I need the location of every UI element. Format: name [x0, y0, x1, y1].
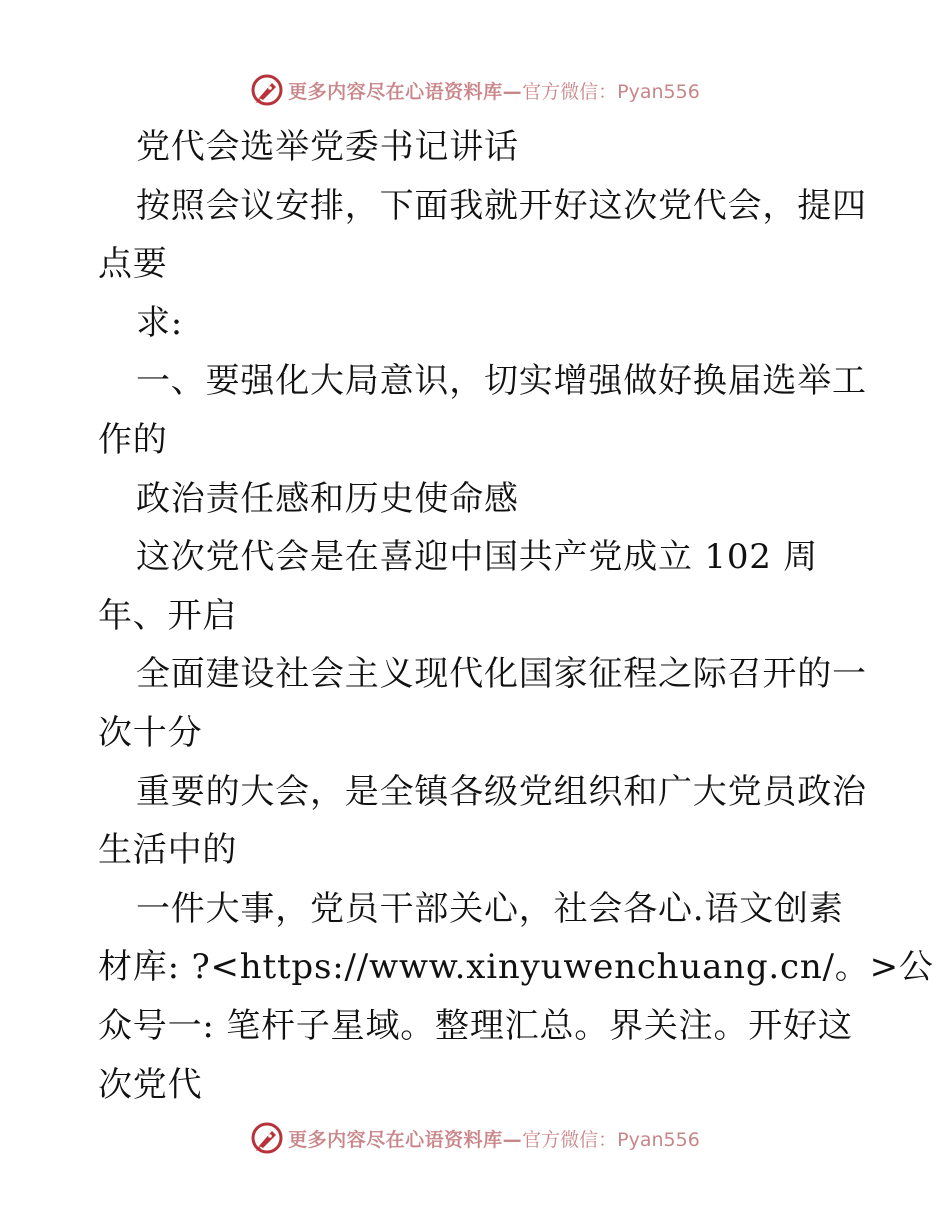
paragraph-line: 求: [136, 302, 184, 343]
paragraph-line: 年、开启 [98, 595, 238, 636]
footer-wechat-text: 官方微信：Pyan556 [522, 1128, 700, 1151]
paragraph-line: 点要 [98, 244, 168, 285]
paragraph-line: 众号一: 笔杆子星域。整理汇总。界关注。开好这 [98, 1005, 853, 1046]
header-wechat-text: 官方微信：Pyan556 [522, 80, 700, 103]
section-heading-line: 政治责任感和历史使命感 [136, 478, 519, 519]
footer-watermark-banner [0, 1118, 950, 1158]
footer-banner-text: 更多内容尽在心语资料库— [288, 1128, 523, 1151]
paragraph-line: 按照会议安排，下面我就开好这次党代会，提四 [136, 185, 867, 226]
section-heading-line: 作的 [98, 419, 168, 460]
document-body [98, 118, 934, 1114]
paragraph-line: 一件大事，党员干部关心，社会各心.语文创素 [136, 888, 844, 929]
paragraph-line: 这次党代会是在喜迎中国共产党成立 102 周 [136, 537, 819, 578]
paragraph-line: 材库: ?<https://www.xinyuwenchuang.cn/。>公 [98, 947, 934, 988]
paragraph-line: 次十分 [98, 712, 203, 753]
fountain-pen-logo-icon [250, 1121, 284, 1155]
header-watermark-banner [0, 70, 950, 110]
header-banner-text: 更多内容尽在心语资料库— [288, 80, 523, 103]
paragraph-line: 生活中的 [98, 830, 238, 871]
paragraph-line: 次党代 [98, 1064, 203, 1105]
paragraph-line: 全面建设社会主义现代化国家征程之际召开的一 [136, 654, 867, 695]
fountain-pen-logo-icon [250, 73, 284, 107]
section-heading-line: 一、要强化大局意识，切实增强做好换届选举工 [136, 361, 867, 402]
paragraph-line: 重要的大会，是全镇各级党组织和广大党员政治 [136, 771, 867, 812]
document-title: 党代会选举党委书记讲话 [136, 127, 519, 167]
